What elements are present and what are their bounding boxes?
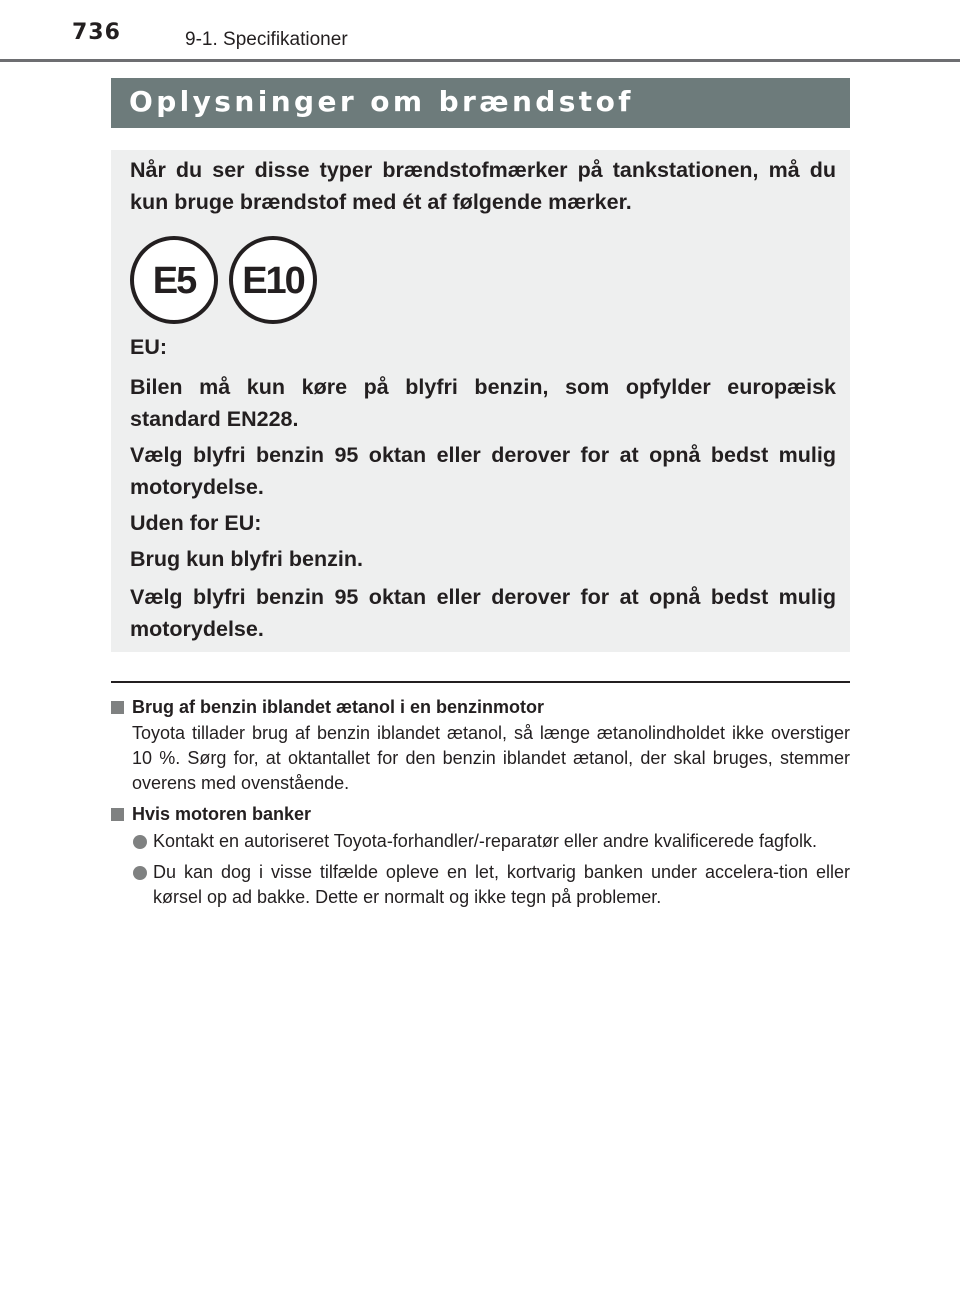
page-title-bar [111, 78, 850, 128]
list-item [111, 860, 850, 910]
fuel-intro-text: Når du ser disse typer brændstofmærker på tankstationen, må du kun bruge brændstof med ét af følgende mærker. [130, 158, 836, 214]
ethanol-text: Toyota tillader brug af benzin iblandet ætanol, så længe ætanolindholdet ikke overstiger 10 %. Sørg for, at oktantallet for den benzin iblandet ætanol, der skal bruges, stemmer overens med ovenstående. [132, 723, 850, 793]
list-item-text: Kontakt en autoriseret Toyota-forhandler/-reparatør eller andre kvalificerede fagfolk. [153, 831, 818, 851]
square-bullet-icon [111, 808, 124, 821]
e5-fuel-label-icon [130, 236, 218, 324]
header-divider [0, 59, 960, 62]
square-bullet-icon [111, 701, 124, 714]
list-item-text: Du kan dog i visse tilfælde opleve en let, kortvarig banken under accelera-tion eller kørsel op ad bakke. Dette er normalt og ikke tegn på problemer. [153, 862, 850, 907]
page-number: 736 [72, 20, 121, 45]
round-bullet-icon [133, 866, 147, 880]
eu-text-1: Bilen må kun køre på blyfri benzin, som opfylder europæisk standard EN228. [130, 375, 836, 431]
eu-heading: EU: [130, 335, 168, 359]
section-name: 9-1. Specifikationer [185, 29, 348, 50]
ethanol-heading-text: Brug af benzin iblandet ætanol i en benzinmotor [132, 697, 545, 717]
e5-label-text: E5 [152, 260, 196, 302]
section-divider [111, 681, 850, 683]
eu-text-2: Vælg blyfri benzin 95 oktan eller derover for at opnå bedst mulig motorydelse. [130, 443, 836, 499]
page-header [0, 0, 960, 64]
knocking-heading [111, 802, 850, 826]
knocking-section [111, 802, 850, 910]
list-item [111, 829, 850, 854]
non-eu-heading: Uden for EU: [130, 511, 262, 535]
e10-fuel-label-icon [229, 236, 317, 324]
page-title: Oplysninger om brændstof [129, 85, 634, 118]
non-eu-text-2: Vælg blyfri benzin 95 oktan eller derover for at opnå bedst mulig motorydelse. [130, 585, 836, 641]
ethanol-section [111, 695, 850, 796]
knocking-heading-text: Hvis motoren banker [132, 804, 312, 824]
round-bullet-icon [133, 835, 147, 849]
non-eu-text-1: Brug kun blyfri benzin. [130, 547, 363, 571]
fuel-info-box [111, 150, 850, 652]
e10-label-text: E10 [242, 260, 304, 302]
ethanol-heading [111, 695, 850, 719]
